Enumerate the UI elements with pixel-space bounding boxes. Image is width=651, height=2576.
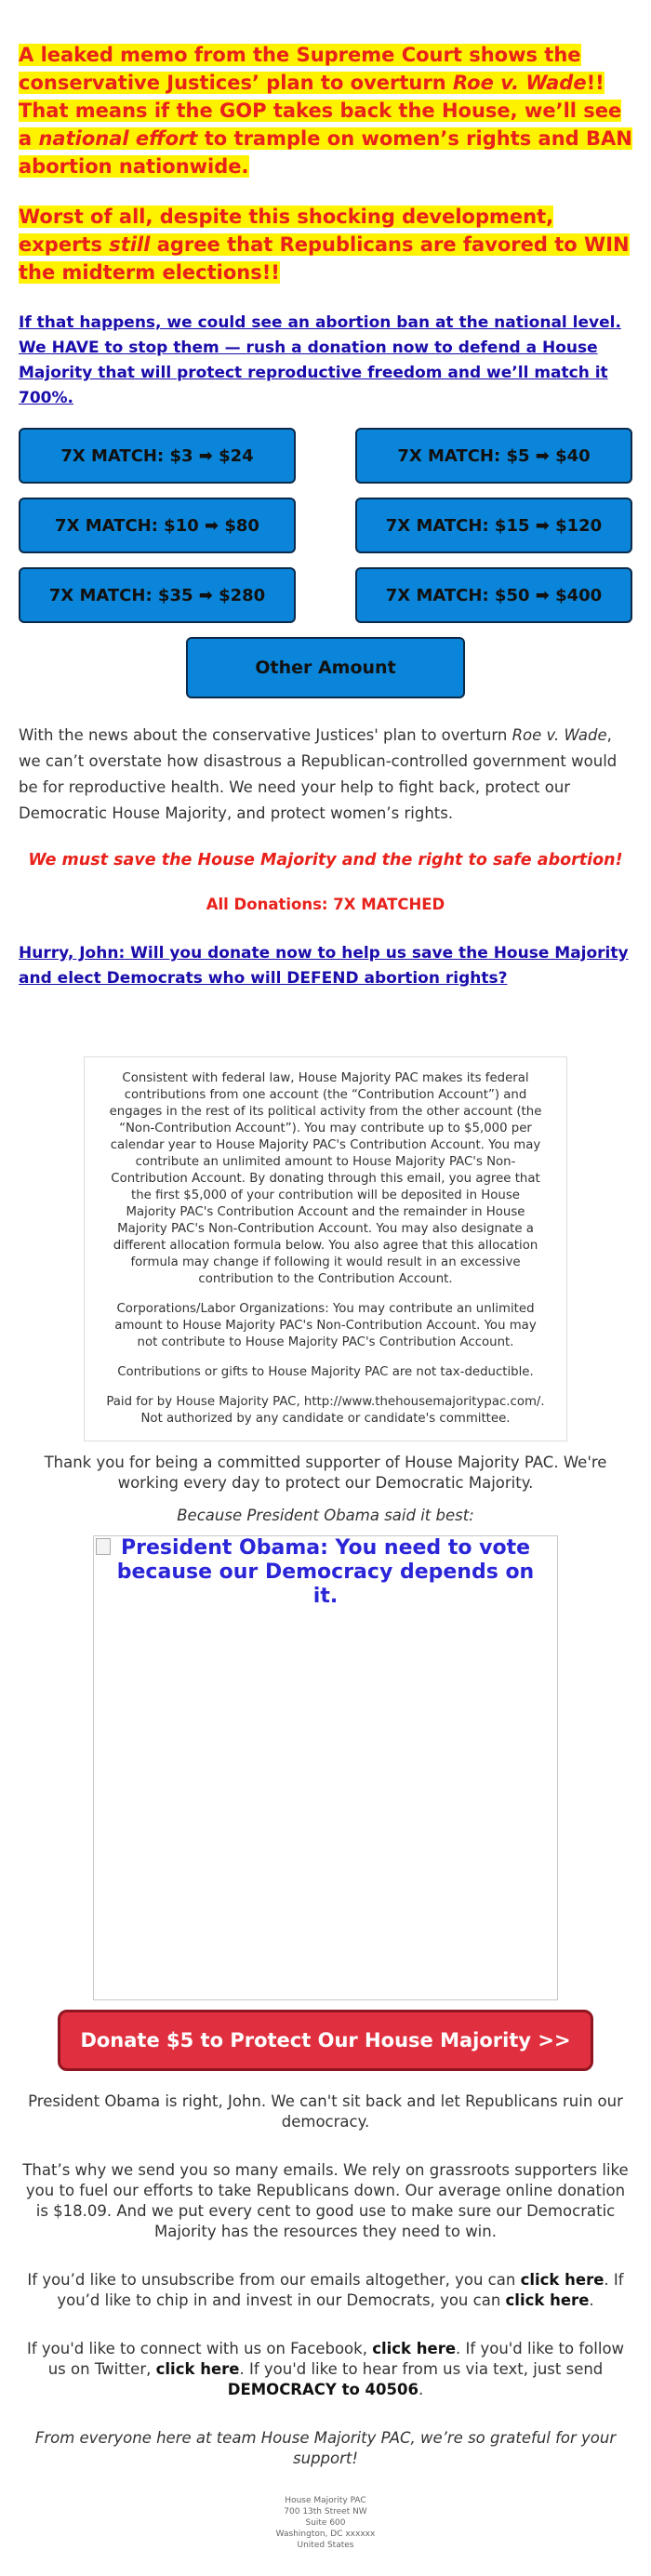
disclaimer-contribution: Consistent with federal law, House Majority PAC makes its federal contributions from one account (the “Contribution Account”) and engages in the rest of its political activity from the other account (the “Non-Contribution Account”). You may contribute up to $5,000 per calendar year to House Majority PAC's Contribution Account. You may contribute an unlimited amount to House Majority PAC's Non-Contribution Account. By donating through this email, you agree that the first $5,000 of your contribution will be deposited in House Majority PAC's Contribution Account and the remainder in House Majority PAC's Non-Contribution Account. You may also designate a different allocation formula below. You also agree that this allocation formula may change if following it would result in an excessive contribution to the Contribution Account. bbox=[109, 1071, 542, 1286]
donate-5-button[interactable]: Donate $5 to Protect Our House Majority >> bbox=[58, 2010, 593, 2071]
connect-text-4: . bbox=[418, 2381, 424, 2398]
obama-right-text: President Obama is right, John. We can't sit back and let Republicans ruin our democracy. bbox=[28, 2092, 623, 2131]
footer-org: House Majority PAC bbox=[285, 2496, 366, 2505]
footer-country: United States bbox=[297, 2541, 354, 2550]
obama-said-text: Because President Obama said it best: bbox=[177, 1507, 474, 1524]
save-majority-callout: We must save the House Majority and the right to safe abortion! bbox=[28, 851, 623, 870]
footer-address bbox=[19, 2495, 632, 2551]
obama-image[interactable] bbox=[93, 1535, 558, 2000]
match-button-15[interactable]: 7X MATCH: $15 ➡ $120 bbox=[355, 498, 632, 553]
match-button-50[interactable]: 7X MATCH: $50 ➡ $400 bbox=[355, 567, 632, 623]
email-body bbox=[19, 0, 632, 2551]
disclaimer-paid-for: Paid for by House Majority PAC, http://www.thehousemajoritypac.com/. Not authorized by any candidate or candidate's committee. bbox=[106, 1395, 545, 1426]
intro-donate-link[interactable]: If that happens, we could see an abortion ban at the national level. We HAVE to stop them — rush a donation now to defend a House Majority that will protect reproductive freedom and we’ll match it 700%. bbox=[19, 313, 621, 407]
headline-1-national-effort: national effort bbox=[38, 127, 198, 150]
invest-link[interactable]: click here bbox=[505, 2291, 590, 2309]
headline-2 bbox=[19, 203, 632, 286]
unsub-text-2: . If you’d like to chip in and invest in our Democrats, you can bbox=[57, 2271, 624, 2309]
headline-2-text-2: agree that Republicans are favored to WIN the midterm elections!! bbox=[19, 233, 630, 284]
connect-text-2: . If you'd like to follow us on Twitter, bbox=[47, 2340, 625, 2378]
disclaimer-corporations: Corporations/Labor Organizations: You may contribute an unlimited amount to House Majority PAC's Non-Contribution Account. You may not contribute to House Majority PAC's Contribution Account. bbox=[114, 1302, 537, 1349]
connect-text-1: If you'd like to connect with us on Facebook, bbox=[26, 2340, 373, 2357]
headline-1-roe: Roe v. Wade bbox=[453, 72, 587, 94]
body-paragraph-text: With the news about the conservative Justices' plan to overturn bbox=[19, 726, 512, 744]
all-donations-matched: All Donations: 7X MATCHED bbox=[206, 896, 445, 913]
unsubscribe-link[interactable]: click here bbox=[520, 2271, 604, 2289]
body-paragraph bbox=[19, 723, 632, 827]
footer-suite: Suite 600 bbox=[305, 2518, 346, 2528]
match-button-5[interactable]: 7X MATCH: $5 ➡ $40 bbox=[355, 428, 632, 484]
headline-2-still: still bbox=[109, 233, 151, 256]
obama-image-alt: President Obama: You need to vote because our Democracy depends on it. bbox=[116, 1536, 535, 1608]
unsubscribe-text bbox=[19, 2270, 632, 2311]
connect-text-3: . If you'd like to hear from us via text, just send bbox=[239, 2360, 604, 2378]
body-paragraph-roe: Roe v. Wade bbox=[512, 726, 607, 744]
hurry-donate-link[interactable]: Hurry, John: Will you donate now to help us save the House Majority and elect Democrats who will DEFEND abortion rights? bbox=[19, 944, 629, 988]
unsub-text: If you’d like to unsubscribe from our emails altogether, you can bbox=[27, 2271, 521, 2289]
why-send-text: That’s why we send you so many emails. We rely on grassroots supporters like you to fuel our efforts to take Republicans down. Our average online donation is $18.09. And we put every cent to good use to make sure our Democratic Majority has the resources they need to win. bbox=[22, 2161, 629, 2240]
donate-button-row bbox=[19, 2010, 632, 2071]
match-button-3[interactable]: 7X MATCH: $3 ➡ $24 bbox=[19, 428, 296, 484]
thanks-text: Thank you for being a committed supporter of House Majority PAC. We're working every day to protect our Democratic Majority. bbox=[44, 1454, 607, 1492]
footer-city: Washington, DC xxxxxx bbox=[275, 2530, 376, 2539]
body-paragraph-text-2: , we can’t overstate how disastrous a Republican-controlled government would be for reproductive health. We need your help to fight back, protect our Democratic House Majority, and protect women’s rights. bbox=[19, 726, 618, 822]
legal-disclaimer bbox=[84, 1056, 567, 1441]
headline-1-text-2: !! That means if the GOP takes back the House, we’ll see a bbox=[19, 72, 622, 150]
facebook-link[interactable]: click here bbox=[372, 2340, 457, 2357]
grateful-text: From everyone here at team House Majority PAC, we’re so grateful for your support! bbox=[34, 2429, 617, 2467]
connect-text bbox=[19, 2339, 632, 2400]
headline-1 bbox=[19, 41, 632, 180]
twitter-link[interactable]: click here bbox=[155, 2360, 240, 2378]
headline-1-text-3: to trample on women’s rights and BAN abortion nationwide. bbox=[19, 127, 632, 178]
other-amount-row bbox=[19, 637, 632, 698]
match-button-10[interactable]: 7X MATCH: $10 ➡ $80 bbox=[19, 498, 296, 553]
match-button-grid bbox=[19, 428, 632, 637]
headline-1-text: A leaked memo from the Supreme Court shows the conservative Justices’ plan to overturn bbox=[19, 44, 581, 94]
text-code: DEMOCRACY to 40506 bbox=[227, 2381, 418, 2398]
match-button-35[interactable]: 7X MATCH: $35 ➡ $280 bbox=[19, 567, 296, 623]
other-amount-button[interactable]: Other Amount bbox=[186, 637, 465, 698]
headline-2-text: Worst of all, despite this shocking development, experts bbox=[19, 206, 554, 256]
unsub-text-3: . bbox=[589, 2291, 594, 2309]
broken-image-icon bbox=[96, 1538, 111, 1555]
footer-street: 700 13th Street NW bbox=[284, 2507, 367, 2516]
disclaimer-tax: Contributions or gifts to House Majority PAC are not tax-deductible. bbox=[117, 1365, 534, 1379]
